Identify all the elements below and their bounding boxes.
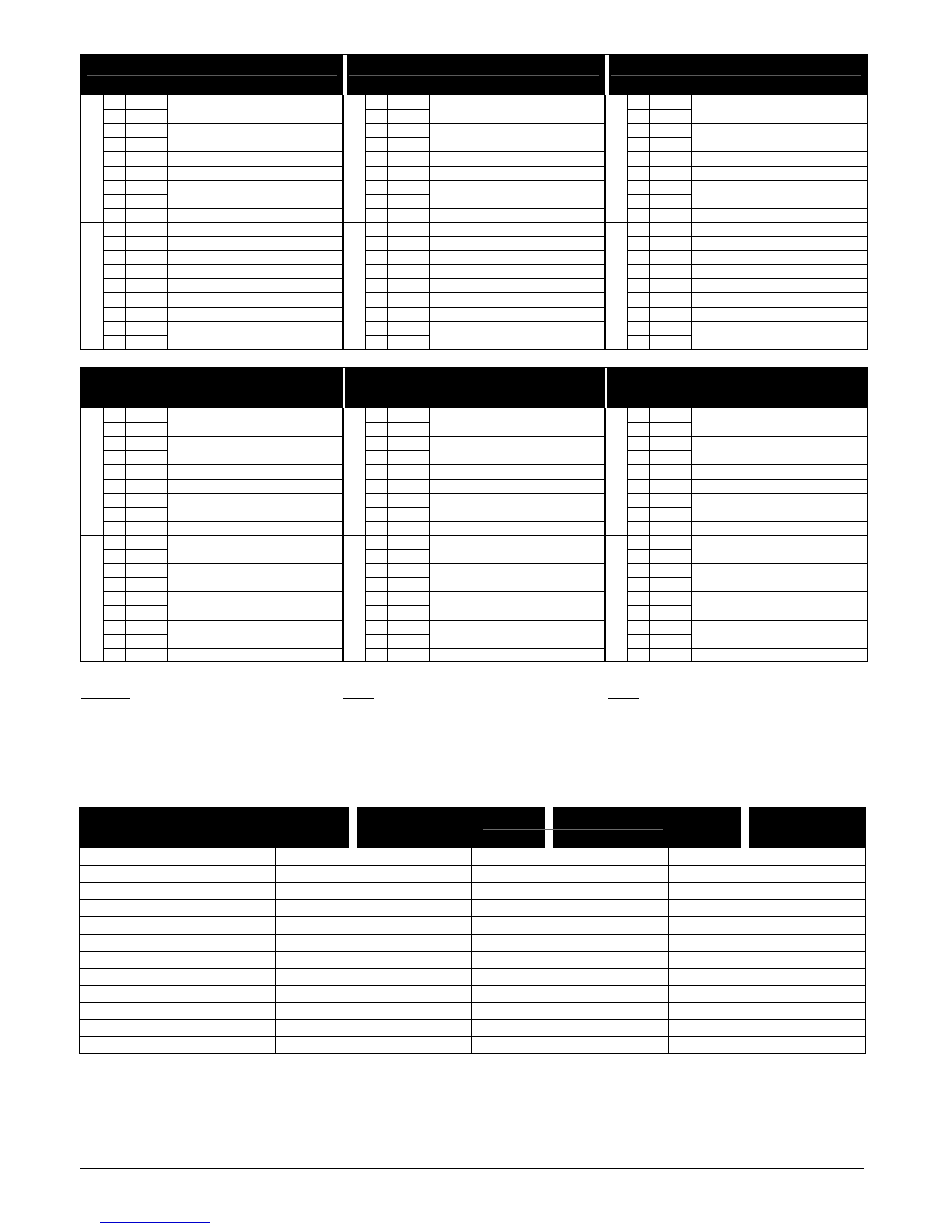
row-rule bbox=[627, 194, 691, 195]
row-rule bbox=[365, 436, 429, 437]
summary-row-rule bbox=[79, 899, 866, 900]
row-rule bbox=[365, 264, 429, 265]
row-rule bbox=[429, 292, 605, 293]
row-rule bbox=[429, 222, 605, 223]
row-rule bbox=[429, 264, 605, 265]
row-rule bbox=[691, 292, 867, 293]
summary-table-body bbox=[79, 848, 866, 1053]
row-rule bbox=[167, 493, 343, 494]
summary-table bbox=[79, 807, 866, 1053]
row-rule bbox=[167, 321, 343, 322]
group-rule bbox=[343, 222, 365, 223]
row-rule bbox=[627, 605, 691, 606]
row-rule bbox=[365, 307, 429, 308]
row-rule bbox=[103, 123, 167, 124]
row-rule bbox=[627, 521, 691, 522]
note-label bbox=[608, 688, 639, 699]
summary-row-rule bbox=[79, 934, 866, 935]
summary-row-rule bbox=[79, 1053, 866, 1054]
row-rule bbox=[365, 577, 429, 578]
row-rule bbox=[365, 479, 429, 480]
row-rule bbox=[365, 335, 429, 336]
row-rule bbox=[365, 151, 429, 152]
row-rule bbox=[627, 563, 691, 564]
summary-row-rule bbox=[79, 985, 866, 986]
summary-row-rule bbox=[79, 951, 866, 952]
row-rule bbox=[691, 123, 867, 124]
row-rule bbox=[627, 222, 691, 223]
row-rule bbox=[167, 464, 343, 465]
row-rule bbox=[167, 535, 343, 536]
row-rule bbox=[103, 208, 167, 209]
summary-row-rule bbox=[79, 1002, 866, 1003]
row-rule bbox=[167, 278, 343, 279]
row-rule bbox=[365, 535, 429, 536]
row-rule bbox=[429, 436, 605, 437]
row-rule bbox=[167, 208, 343, 209]
row-rule bbox=[691, 250, 867, 251]
row-rule bbox=[365, 321, 429, 322]
row-rule bbox=[627, 634, 691, 635]
row-rule bbox=[691, 464, 867, 465]
row-rule bbox=[167, 591, 343, 592]
row-rule bbox=[103, 422, 167, 423]
row-rule bbox=[691, 493, 867, 494]
row-rule bbox=[429, 321, 605, 322]
row-rule bbox=[691, 620, 867, 621]
row-rule bbox=[429, 591, 605, 592]
pin-table-bottom bbox=[80, 367, 868, 662]
row-rule bbox=[103, 479, 167, 480]
row-rule bbox=[167, 166, 343, 167]
row-rule bbox=[365, 222, 429, 223]
row-rule bbox=[429, 535, 605, 536]
row-rule bbox=[429, 208, 605, 209]
pin-table-top-body bbox=[81, 95, 867, 350]
row-rule bbox=[365, 422, 429, 423]
summary-row-rule bbox=[79, 916, 866, 917]
summary-row-rule bbox=[79, 1036, 866, 1037]
row-rule bbox=[429, 521, 605, 522]
group-rule bbox=[81, 535, 103, 536]
row-rule bbox=[103, 436, 167, 437]
row-rule bbox=[103, 278, 167, 279]
row-rule bbox=[103, 307, 167, 308]
group-rule bbox=[605, 222, 627, 223]
row-rule bbox=[429, 278, 605, 279]
row-rule bbox=[103, 166, 167, 167]
row-rule bbox=[627, 123, 691, 124]
row-rule bbox=[103, 264, 167, 265]
row-rule bbox=[365, 563, 429, 564]
note-label bbox=[343, 688, 374, 699]
summary-row-rule bbox=[79, 968, 866, 969]
summary-table-header bbox=[79, 807, 866, 848]
footer-rule bbox=[80, 1168, 864, 1169]
row-rule bbox=[167, 648, 343, 649]
pin-table-bottom-header bbox=[81, 368, 867, 408]
row-rule bbox=[691, 264, 867, 265]
row-rule bbox=[167, 180, 343, 181]
row-rule bbox=[167, 222, 343, 223]
note-label bbox=[81, 688, 130, 699]
row-rule bbox=[627, 292, 691, 293]
row-rule bbox=[691, 436, 867, 437]
row-rule bbox=[103, 620, 167, 621]
row-rule bbox=[103, 137, 167, 138]
row-rule bbox=[103, 151, 167, 152]
row-rule bbox=[103, 648, 167, 649]
row-rule bbox=[167, 521, 343, 522]
row-rule bbox=[103, 563, 167, 564]
row-rule bbox=[365, 250, 429, 251]
row-rule bbox=[365, 464, 429, 465]
row-rule bbox=[103, 535, 167, 536]
row-rule bbox=[691, 166, 867, 167]
row-rule bbox=[103, 549, 167, 550]
row-rule bbox=[167, 250, 343, 251]
footer-link[interactable] bbox=[100, 1210, 210, 1223]
row-rule bbox=[627, 137, 691, 138]
row-rule bbox=[103, 634, 167, 635]
row-rule bbox=[103, 109, 167, 110]
row-rule bbox=[167, 123, 343, 124]
row-rule bbox=[429, 180, 605, 181]
row-rule bbox=[167, 264, 343, 265]
row-rule bbox=[365, 236, 429, 237]
row-rule bbox=[103, 493, 167, 494]
summary-row-rule bbox=[79, 1019, 866, 1020]
row-rule bbox=[691, 180, 867, 181]
row-rule bbox=[429, 648, 605, 649]
row-rule bbox=[627, 180, 691, 181]
row-rule bbox=[167, 292, 343, 293]
row-rule bbox=[627, 278, 691, 279]
row-rule bbox=[627, 464, 691, 465]
row-rule bbox=[365, 521, 429, 522]
row-rule bbox=[103, 605, 167, 606]
group-rule bbox=[81, 222, 103, 223]
row-rule bbox=[691, 648, 867, 649]
pin-table-bottom-body bbox=[81, 408, 867, 662]
row-rule bbox=[167, 307, 343, 308]
row-rule bbox=[691, 521, 867, 522]
row-rule bbox=[103, 507, 167, 508]
row-rule bbox=[365, 507, 429, 508]
row-rule bbox=[365, 591, 429, 592]
pin-table-top bbox=[80, 54, 868, 350]
row-rule bbox=[691, 208, 867, 209]
group-rule bbox=[343, 535, 365, 536]
row-rule bbox=[627, 620, 691, 621]
row-rule bbox=[167, 151, 343, 152]
row-rule bbox=[627, 166, 691, 167]
row-rule bbox=[627, 535, 691, 536]
row-rule bbox=[627, 549, 691, 550]
row-rule bbox=[103, 236, 167, 237]
row-rule bbox=[365, 109, 429, 110]
row-rule bbox=[691, 222, 867, 223]
row-rule bbox=[167, 563, 343, 564]
row-rule bbox=[365, 292, 429, 293]
row-rule bbox=[627, 450, 691, 451]
row-rule bbox=[167, 479, 343, 480]
row-rule bbox=[691, 563, 867, 564]
row-rule bbox=[691, 591, 867, 592]
row-rule bbox=[365, 605, 429, 606]
row-rule bbox=[627, 436, 691, 437]
pin-table-top-header bbox=[81, 55, 867, 95]
row-rule bbox=[365, 634, 429, 635]
row-rule bbox=[429, 250, 605, 251]
row-rule bbox=[627, 250, 691, 251]
row-rule bbox=[365, 450, 429, 451]
row-rule bbox=[429, 123, 605, 124]
row-rule bbox=[365, 137, 429, 138]
row-rule bbox=[627, 493, 691, 494]
row-rule bbox=[627, 321, 691, 322]
row-rule bbox=[429, 151, 605, 152]
row-rule bbox=[429, 307, 605, 308]
row-rule bbox=[627, 577, 691, 578]
row-rule bbox=[365, 620, 429, 621]
row-rule bbox=[627, 208, 691, 209]
row-rule bbox=[429, 493, 605, 494]
row-rule bbox=[103, 180, 167, 181]
row-rule bbox=[429, 563, 605, 564]
row-rule bbox=[103, 577, 167, 578]
row-rule bbox=[103, 450, 167, 451]
row-rule bbox=[103, 335, 167, 336]
row-rule bbox=[691, 321, 867, 322]
row-rule bbox=[429, 479, 605, 480]
summary-row-rule bbox=[79, 865, 866, 866]
summary-row-rule bbox=[79, 882, 866, 883]
row-rule bbox=[627, 648, 691, 649]
row-rule bbox=[429, 166, 605, 167]
row-rule bbox=[365, 493, 429, 494]
row-rule bbox=[627, 264, 691, 265]
row-rule bbox=[627, 591, 691, 592]
row-rule bbox=[627, 307, 691, 308]
row-rule bbox=[691, 151, 867, 152]
row-rule bbox=[691, 479, 867, 480]
row-rule bbox=[627, 109, 691, 110]
row-rule bbox=[429, 236, 605, 237]
row-rule bbox=[103, 194, 167, 195]
row-rule bbox=[627, 335, 691, 336]
row-rule bbox=[627, 479, 691, 480]
row-rule bbox=[103, 464, 167, 465]
row-rule bbox=[627, 151, 691, 152]
row-rule bbox=[365, 208, 429, 209]
row-rule bbox=[365, 549, 429, 550]
row-rule bbox=[167, 620, 343, 621]
row-rule bbox=[691, 307, 867, 308]
row-rule bbox=[365, 278, 429, 279]
row-rule bbox=[365, 123, 429, 124]
row-rule bbox=[103, 250, 167, 251]
row-rule bbox=[365, 180, 429, 181]
row-rule bbox=[627, 236, 691, 237]
row-rule bbox=[103, 292, 167, 293]
row-rule bbox=[103, 321, 167, 322]
row-rule bbox=[103, 222, 167, 223]
row-rule bbox=[103, 591, 167, 592]
group-rule bbox=[605, 535, 627, 536]
row-rule bbox=[429, 464, 605, 465]
row-rule bbox=[429, 620, 605, 621]
row-rule bbox=[365, 194, 429, 195]
row-rule bbox=[365, 166, 429, 167]
row-rule bbox=[365, 648, 429, 649]
row-rule bbox=[691, 535, 867, 536]
row-rule bbox=[167, 436, 343, 437]
row-rule bbox=[103, 521, 167, 522]
row-rule bbox=[627, 507, 691, 508]
row-rule bbox=[627, 422, 691, 423]
row-rule bbox=[167, 236, 343, 237]
row-rule bbox=[691, 236, 867, 237]
row-rule bbox=[691, 278, 867, 279]
